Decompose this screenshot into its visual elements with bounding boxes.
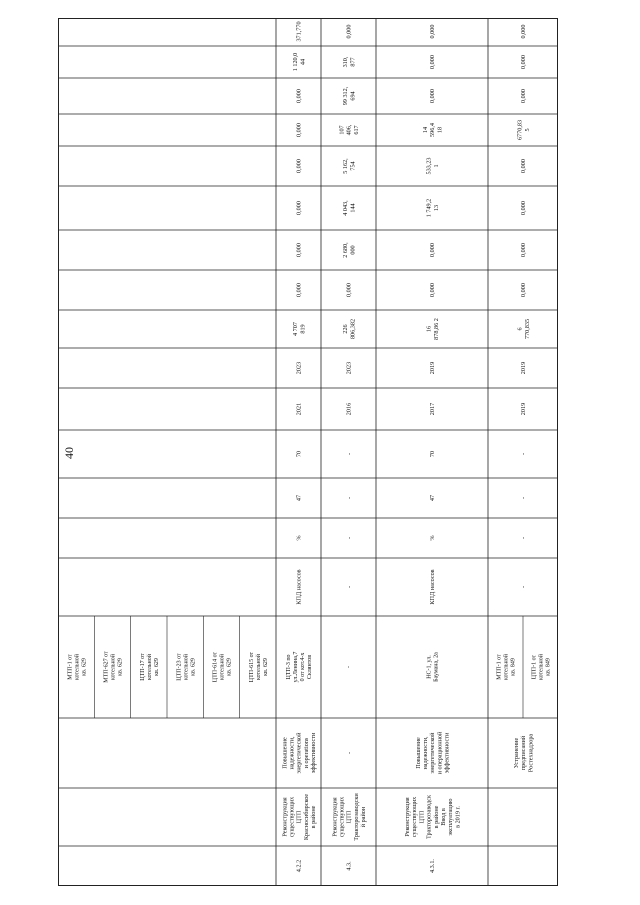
row-2-year-text: 0,000	[345, 24, 353, 39]
row-0-location-text: ЦТП-615 от	[248, 651, 255, 683]
row-2-before-text: -	[345, 496, 353, 500]
row-3-name-text: Реконструкция	[403, 797, 411, 837]
row-4-location-text: котельной	[538, 654, 545, 680]
row-1-name-text: в районе	[310, 805, 318, 829]
row-2-year-text: 406,	[345, 124, 353, 136]
row-2-year-text: 000	[349, 245, 357, 255]
row-3-name	[404, 794, 461, 839]
row-4-location-text: кв. 849	[545, 658, 552, 676]
row-1-name-text: Реконструкция	[281, 797, 289, 837]
row-1-indicator	[296, 569, 303, 604]
row-3-year-text: 596,4	[429, 123, 437, 137]
row-4-start	[520, 403, 527, 415]
row-3-goal	[415, 731, 451, 774]
row-2-location-0	[347, 666, 353, 668]
row-3-name-text: существующих	[411, 796, 419, 838]
row-2-name-text: Тракторозаводски	[352, 793, 360, 841]
row-4-location-text: ЦТП-1 от	[531, 654, 538, 680]
row-0-location-text: ЦТП-614 от	[212, 651, 219, 683]
row-1-location-text: ЦТП-3 по	[286, 654, 293, 680]
row-3-indicator	[429, 569, 436, 604]
row-1-year-text: 44	[299, 58, 307, 66]
row-0-location-text: ЦТП-23 от	[176, 653, 183, 681]
row-4-location-1	[532, 653, 552, 680]
row-3-before	[429, 495, 436, 501]
row-2-name-text: существующих	[338, 796, 346, 838]
row-4-total-text: 770,835	[523, 318, 531, 340]
row-1-total-text: 4 707	[292, 322, 300, 336]
row-2-indicator-text: -	[345, 585, 353, 589]
row-3-start-text: 2017	[429, 402, 437, 416]
row-3-total	[426, 318, 440, 340]
row-1-goal-text: энергетической	[295, 732, 303, 774]
row-0-location-1	[104, 651, 124, 683]
row-3-indicator-text: КПД насосов	[429, 569, 437, 605]
row-3-name-text: эксплуатацию	[447, 798, 455, 836]
row-2-year-text: 310,	[342, 56, 350, 68]
row-4-after-text: -	[520, 452, 528, 456]
row-4-start-text: 2019	[520, 402, 528, 416]
row-4-year-text: 0,000	[520, 159, 528, 173]
row-3-year-6	[429, 55, 436, 69]
row-3-location-text: НС-1, ул.	[426, 655, 433, 679]
row-4-end	[520, 362, 527, 374]
row-4-year-text: 0,000	[520, 243, 528, 257]
row-4-goal-text: Устранение	[512, 737, 520, 769]
row-3-year-0	[429, 283, 436, 297]
row-4-goal-text: Ростехнадзора	[527, 733, 535, 773]
row-1-name	[281, 794, 317, 840]
row-4-year-text: 5	[523, 128, 531, 132]
row-2-location-text: -	[346, 666, 353, 668]
row-1-location-0	[286, 652, 313, 683]
row-0-location-text: котельной	[183, 654, 190, 680]
row-2-year-text: 4 043,	[342, 200, 350, 216]
row-2-year-3	[342, 158, 356, 174]
row-0-location-text: МТП-627 от	[103, 651, 110, 683]
row-3-year-text: 533,23	[425, 157, 433, 175]
row-4-location-text: котельной	[503, 654, 510, 680]
row-4-indicator-text: -	[520, 585, 528, 589]
row-2-name	[331, 793, 367, 841]
row-1-goal	[281, 732, 317, 774]
row-0-location-text: котельной	[74, 654, 81, 680]
row-2-year-text: 107	[338, 125, 346, 135]
row-2-after-text: -	[345, 452, 353, 456]
row-1-num-text: 4.2.2	[295, 859, 303, 873]
row-2-year-text: 99 312,	[342, 86, 350, 106]
row-2-name-text: Реконструкция	[331, 797, 339, 837]
row-4-year-2	[520, 201, 527, 215]
row-4-year-1	[520, 243, 527, 257]
row-1-start	[296, 403, 303, 415]
row-2-start-text: 2016	[345, 402, 353, 416]
row-2-year-text: 144	[349, 203, 357, 213]
row-1-end-text: 2023	[295, 361, 303, 375]
row-3-name-text: ЦТП	[418, 810, 426, 824]
row-3-start	[429, 403, 436, 415]
row-3-year-text: 0,000	[429, 24, 437, 39]
row-4-year-text: 0,000	[520, 24, 528, 39]
row-4-total-text: 6	[516, 327, 524, 331]
row-3-location-0	[427, 652, 440, 682]
row-2-num	[346, 861, 353, 871]
row-3-end	[429, 362, 436, 374]
row-0-location-text: кв. 629	[226, 658, 233, 676]
row-2-unit	[346, 537, 353, 539]
row-0-location-2	[140, 653, 160, 681]
row-2-goal-text: -	[345, 751, 353, 755]
row-2-after	[346, 453, 353, 455]
row-3-year-2	[426, 199, 440, 218]
row-4-year-text: 6770,83	[516, 119, 524, 141]
row-1-indicator-text: КПД насосов	[295, 569, 303, 605]
row-2-year-text: 2 680,	[342, 242, 350, 258]
row-3-name-text: Тракторозаводск	[425, 794, 433, 840]
row-1-year-text: 0,000	[295, 89, 303, 103]
row-3-after-text: 70	[429, 450, 437, 458]
row-0-location-text: кв. 629	[190, 658, 197, 676]
row-3-year-text: 1 749,2	[425, 198, 433, 218]
row-2-year-2	[342, 200, 356, 216]
row-1-name-text: ЦТП	[295, 810, 303, 824]
row-1-total	[292, 322, 306, 336]
row-2-num-text: 4.3.	[345, 861, 353, 871]
row-2-year-7	[346, 25, 353, 39]
row-3-total-text: 16	[425, 325, 433, 333]
row-3-total-text: 878,86 2	[432, 318, 440, 340]
row-4-year-text: 0,000	[520, 89, 528, 103]
row-3-name-text: в районе	[432, 805, 440, 829]
row-3-before-text: 47	[429, 494, 437, 502]
row-3-goal-text: надежности,	[421, 736, 429, 770]
row-4-location-text: МТП-1 от	[496, 654, 503, 680]
row-3-goal-text: энергетической	[429, 732, 437, 774]
row-2-year-text: 617	[352, 125, 360, 135]
row-4-goal	[513, 734, 534, 773]
row-0-location-text: котельной	[110, 654, 117, 680]
row-1-goal-text: надежности,	[288, 736, 296, 770]
row-4-location-text: кв. 849	[510, 658, 517, 676]
row-2-year-6	[342, 56, 356, 67]
row-3-year-text: 0,000	[429, 89, 437, 103]
row-2-year-text: 877	[349, 57, 357, 67]
row-1-num	[296, 860, 303, 872]
row-1-goal-text: и operations	[302, 737, 310, 769]
row-4-before-text: -	[520, 496, 528, 500]
row-1-location-text: Склянтов	[307, 654, 314, 680]
row-3-goal-text: эффективности	[443, 732, 451, 774]
row-3-num-text: 4.3.1.	[429, 859, 437, 873]
row-1-year-text: 0,000	[295, 159, 303, 173]
row-0-location-text: МТП-1 от	[67, 654, 74, 680]
row-1-goal-text: Повышение	[281, 737, 289, 769]
row-3-unit	[429, 535, 436, 540]
row-0-location-5	[249, 651, 269, 682]
row-1-year-text: 0,000	[295, 123, 303, 137]
table-grid	[58, 18, 558, 886]
row-1-total-text: 819	[299, 324, 307, 334]
row-1-before	[296, 495, 303, 501]
row-0-location-text: кв. 629	[153, 658, 160, 676]
row-3-name-text: в 2019 г.	[454, 806, 462, 828]
row-2-goal	[346, 752, 353, 754]
row-0-location-text: котельной	[219, 654, 226, 680]
row-1-year-4	[296, 123, 303, 137]
row-2-total-text: 226	[342, 324, 350, 334]
row-1-before-text: 47	[295, 494, 303, 502]
row-3-year-text: 18	[436, 126, 444, 134]
row-3-year-text: 1	[432, 164, 440, 168]
row-2-year-0	[346, 283, 353, 297]
row-2-start	[346, 403, 353, 415]
row-1-after-text: 70	[295, 450, 303, 458]
row-1-year-text: 1 120,0	[292, 52, 300, 72]
row-0-location-text: кв. 629	[81, 658, 88, 676]
row-3-year-text: 0,000	[429, 243, 437, 257]
row-4-year-text: 0,000	[520, 201, 528, 215]
row-1-year-2	[296, 201, 303, 215]
row-2-name-text: ЦТП	[345, 810, 353, 824]
row-4-total	[517, 319, 531, 339]
row-4-unit-text: -	[520, 536, 528, 540]
row-1-year-1	[296, 243, 303, 257]
page-number: 40	[62, 447, 76, 459]
row-1-goal-text: эффективности	[310, 732, 318, 774]
row-1-year-text: 0,000	[295, 201, 303, 215]
row-2-total-text: 806,382	[349, 318, 357, 340]
row-1-after	[296, 451, 303, 457]
row-0-location-0	[67, 653, 87, 680]
row-0-location-text: кв. 629	[262, 658, 269, 676]
row-3-num	[429, 859, 436, 873]
row-2-year-4	[338, 124, 359, 135]
row-1-year-text: 0,000	[295, 283, 303, 297]
row-3-year-text: 14	[421, 126, 429, 134]
row-2-year-1	[342, 242, 356, 258]
row-3-goal-text: Повышение	[414, 737, 422, 769]
row-1-year-text: 0,000	[295, 243, 303, 257]
row-3-after	[429, 451, 436, 457]
row-3-location-text: Баумана, 2а	[433, 652, 440, 682]
row-4-year-0	[520, 283, 527, 297]
row-2-year-text: 0,000	[345, 283, 353, 297]
row-3-goal-text: и операционной	[436, 731, 444, 775]
row-1-start-text: 2021	[295, 402, 303, 416]
row-2-total	[342, 319, 356, 339]
row-3-year-5	[429, 89, 436, 103]
row-2-year-text: 694	[349, 91, 357, 101]
row-3-unit-text: %	[429, 535, 437, 541]
row-1-year-7	[296, 21, 303, 41]
row-4-end-text: 2019	[520, 361, 528, 375]
row-1-end	[296, 362, 303, 374]
row-0-location-4	[213, 651, 233, 682]
row-2-year-text: 5 162,	[342, 158, 350, 174]
row-1-name-text: существующих	[288, 796, 296, 838]
row-1-unit	[296, 535, 303, 540]
row-0-location-text: ЦТП-17 от	[139, 653, 146, 681]
row-2-year-5	[342, 86, 356, 105]
row-0-location-text: котельной	[146, 654, 153, 680]
row-3-year-1	[429, 243, 436, 257]
row-2-end	[346, 362, 353, 374]
row-2-indicator	[346, 586, 353, 588]
row-2-before	[346, 497, 353, 499]
row-1-year-0	[296, 283, 303, 297]
rotated-table	[58, 18, 558, 886]
row-1-year-5	[296, 89, 303, 103]
row-4-year-7	[520, 25, 527, 39]
row-0-location-text: котельной	[255, 654, 262, 680]
row-4-before	[520, 497, 527, 499]
row-4-year-6	[520, 55, 527, 69]
row-3-year-text: 13	[432, 204, 440, 212]
row-4-year-5	[520, 89, 527, 103]
row-4-goal-text: предписаний	[520, 735, 528, 771]
row-4-year-text: 0,000	[520, 283, 528, 297]
row-4-year-text: 0,000	[520, 55, 528, 69]
row-2-year-text: 754	[349, 161, 357, 171]
row-3-name-text: Ввод в	[439, 808, 447, 826]
row-0-location-text: кв. 629	[117, 658, 124, 676]
row-1-location-text: 0 от кот.4-х	[300, 652, 307, 682]
row-1-unit-text: %	[295, 535, 303, 541]
row-4-year-3	[520, 159, 527, 173]
row-3-year-text: 0,000	[429, 283, 437, 297]
row-2-unit-text: -	[345, 536, 353, 540]
row-4-indicator	[520, 586, 527, 588]
row-1-year-6	[292, 53, 306, 72]
row-1-year-text: 371,770	[295, 21, 303, 42]
row-3-end-text: 2019	[429, 361, 437, 375]
row-3-year-3	[426, 157, 440, 174]
row-3-year-4	[422, 123, 443, 137]
row-2-end-text: 2023	[345, 361, 353, 375]
row-0-location-3	[176, 653, 196, 681]
row-4-location-0	[497, 653, 517, 680]
row-4-after	[520, 453, 527, 455]
row-4-year-4	[517, 120, 531, 140]
row-2-name-text: й район	[360, 806, 368, 828]
row-1-year-3	[296, 159, 303, 173]
row-3-year-text: 0,000	[429, 55, 437, 69]
row-1-name-text: Красносибирское	[302, 793, 310, 841]
row-1-location-text: ул.Ленина,7	[293, 651, 300, 683]
row-4-unit	[520, 537, 527, 539]
row-3-year-7	[429, 25, 436, 39]
